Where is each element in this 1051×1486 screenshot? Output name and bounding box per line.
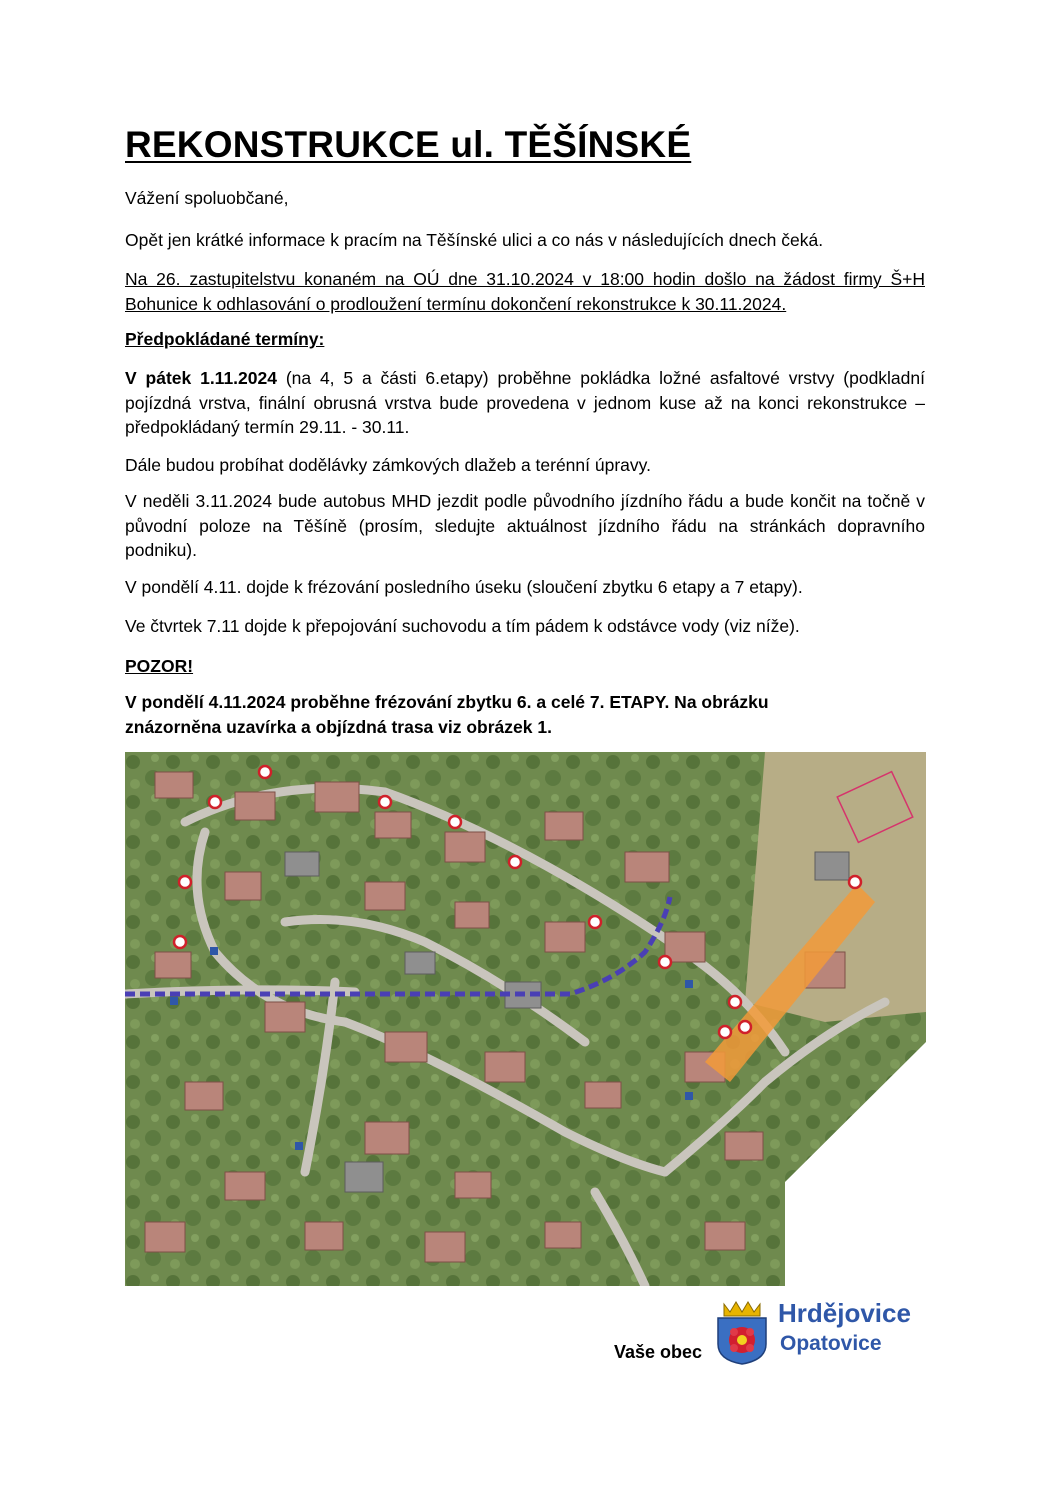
friday-text: (na 4, 5 a části 6.etapy) proběhne pokládka ložné asfaltové vrstvy (podkladní pojízdná vrstva, finální obrusná vrstva bude provedena v jednom kuse až na konci rekonstrukce – předpokládaný termín 29.11. - 30.11. (125, 368, 925, 437)
logo-name-line2: Opatovice (780, 1332, 882, 1355)
sunday-paragraph: V neděli 3.11.2024 bude autobus MHD jezdit podle původního jízdního řádu a bude končit na točně v původní poloze na Těšíně (prosím, sledujte aktuálnost jízdního řádu na stránkách dopravního podniku). (125, 491, 925, 560)
footer-prefix: Vaše obec (614, 1342, 703, 1362)
council-note: Na 26. zastupitelstvu konaném na OÚ dne 31.10.2024 v 18:00 hodin došlo na žádost firmy Š+H Bohunice k odhlasování o prodloužení termínu dokončení rekonstrukce k 30.11.2024. (125, 269, 925, 314)
intro-paragraph: Opět jen krátké informace k pracím na Těšínské ulici a co nás v následujících dnech čeká. (125, 230, 824, 250)
schedule-heading: Předpokládané termíny: (125, 329, 325, 349)
greeting: Vážení spoluobčané, (125, 188, 289, 208)
logo-name-line1: Hrdějovice (778, 1298, 911, 1328)
page-title: REKONSTRUKCE ul. TĚŠÍNSKÉ (125, 124, 692, 165)
paving-paragraph: Dále budou probíhat dodělávky zámkových dlažeb a terénní úpravy. (125, 455, 651, 475)
friday-paragraph (125, 366, 925, 440)
municipality-crest-icon (714, 1300, 770, 1366)
friday-date: V pátek 1.11.2024 (125, 368, 277, 388)
warning-text: V pondělí 4.11.2024 proběhne frézování zbytku 6. a celé 7. ETAPY. Na obrázku znázorněna uzavírka a objízdná trasa viz obrázek 1. (125, 692, 769, 737)
monday-paragraph: V pondělí 4.11. dojde k frézování posledního úseku (sloučení zbytku 6 etapy a 7 etapy). (125, 577, 803, 597)
thursday-paragraph: Ve čtvrtek 7.11 dojde k přepojování suchovodu a tím pádem k odstávce vody (viz níže). (125, 616, 800, 636)
warning-heading: POZOR! (125, 656, 194, 676)
detour-map (125, 752, 926, 1286)
